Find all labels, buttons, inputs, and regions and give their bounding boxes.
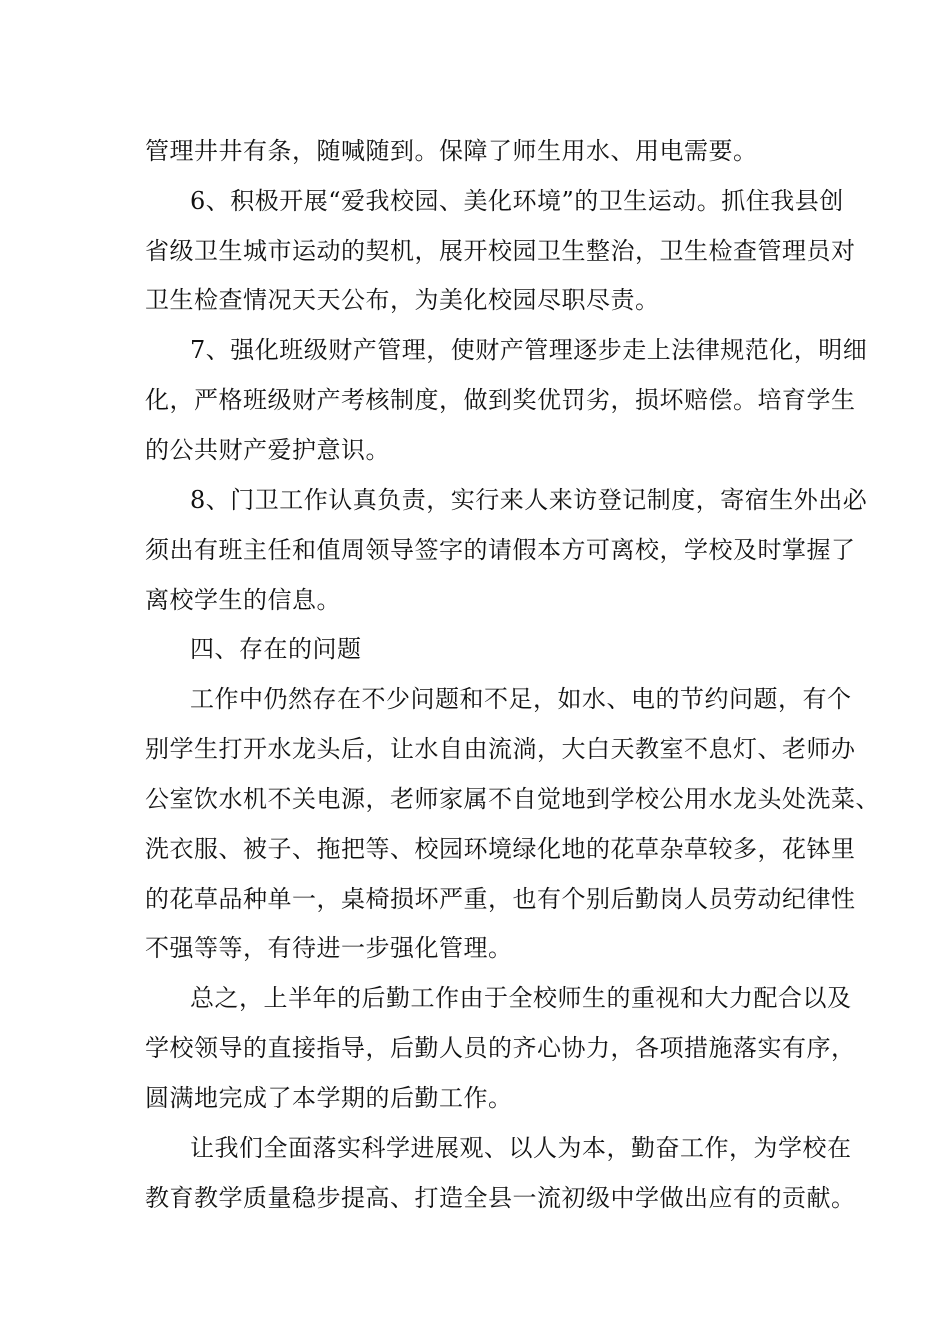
text-line: 管理井井有条，随喊随到。保障了师生用水、用电需要。 [145,137,758,165]
text-line: 离校学生的信息。 [145,586,341,614]
text-line: 须出有班主任和值周领导签字的请假本方可离校，学校及时掌握了 [145,536,856,564]
text-line: 公室饮水机不关电源，老师家属不自觉地到学校公用水龙头处洗菜、 [145,785,880,813]
text-line: 总之，上半年的后勤工作由于全校师生的重视和大力配合以及 [190,984,852,1012]
text-line: 省级卫生城市运动的契机，展开校园卫生整治，卫生检查管理员对 [145,237,856,265]
text-line: 不强等等，有待进一步强化管理。 [145,934,513,962]
text-line: 的公共财产爱护意识。 [145,436,390,464]
section-heading: 四、存在的问题 [190,635,362,663]
text-line: 工作中仍然存在不少问题和不足，如水、电的节约问题，有个 [190,685,852,713]
text-line: 化，严格班级财产考核制度，做到奖优罚劣，损坏赔偿。培育学生 [145,386,856,414]
text-line: 圆满地完成了本学期的后勤工作。 [145,1084,513,1112]
text-line: 卫生检查情况天天公布，为美化校园尽职尽责。 [145,286,660,314]
text-line: 让我们全面落实科学进展观、以人为本，勤奋工作，为学校在 [190,1134,852,1162]
text-line: 7、强化班级财产管理，使财产管理逐步走上法律规范化，明细 [190,336,868,364]
text-line: 教育教学质量稳步提高、打造全县一流初级中学做出应有的贡献。 [145,1184,856,1212]
text-line: 的花草品种单一，桌椅损坏严重，也有个别后勤岗人员劳动纪律性 [145,885,856,913]
text-line: 学校领导的直接指导，后勤人员的齐心协力，各项措施落实有序， [145,1034,856,1062]
text-line: 6、积极开展“爱我校园、美化环境”的卫生运动。抓住我县创 [190,187,844,215]
text-line: 8、门卫工作认真负责，实行来人来访登记制度，寄宿生外出必 [190,486,868,514]
text-line: 别学生打开水龙头后，让水自由流淌，大白天教室不息灯、老师办 [145,735,856,763]
text-line: 洗衣服、被子、拖把等、校园环境绿化地的花草杂草较多，花钵里 [145,835,856,863]
